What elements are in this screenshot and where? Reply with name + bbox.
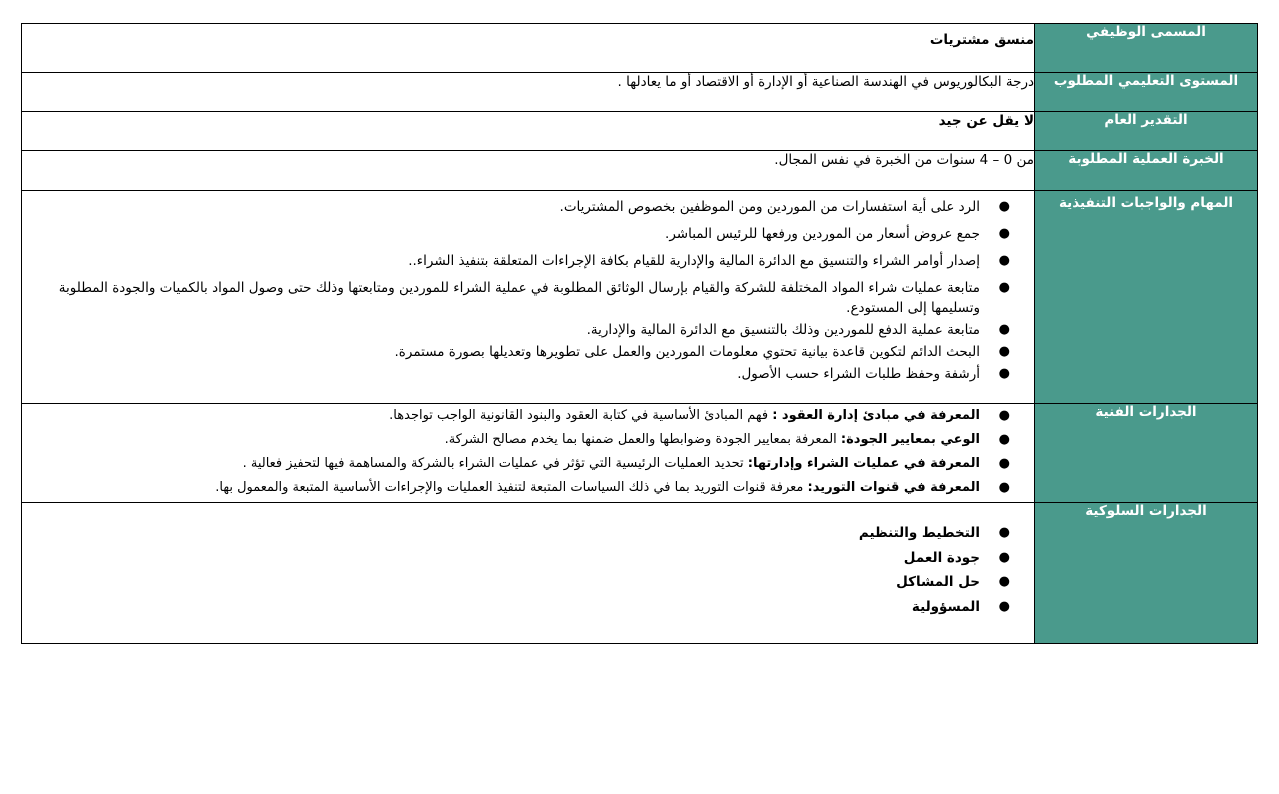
bullet-icon: ● (998, 525, 1010, 540)
competency-title: المعرفة في عمليات الشراء وإدارتها: (747, 456, 980, 471)
list-item (22, 320, 1010, 340)
bullet-icon: ● (998, 366, 1010, 381)
bullet-icon: ● (998, 322, 1010, 337)
label-general-grade: التقدير العام (1035, 112, 1258, 151)
list-item (22, 224, 1010, 244)
bullet-icon: ● (998, 408, 1010, 423)
value-education: درجة البكالوريوس في الهندسة الصناعية أو الإدارة أو الاقتصاد أو ما يعادلها . (22, 73, 1035, 112)
behavior-text: حل المشاكل (896, 574, 980, 590)
row-technical-competencies (22, 404, 1258, 503)
list-item (22, 595, 1010, 620)
behavior-text: المسؤولية (911, 598, 980, 615)
value-general-grade: لا يقل عن جيد (22, 112, 1035, 151)
bullet-icon: ● (998, 432, 1010, 447)
row-job-title (22, 24, 1258, 73)
bullet-icon: ● (998, 226, 1010, 241)
bullet-icon: ● (998, 480, 1010, 495)
list-item (22, 452, 1010, 476)
label-technical-competencies: الجدارات الفنية (1035, 404, 1258, 503)
list-item (22, 404, 1010, 428)
bullet-icon: ● (998, 280, 1010, 295)
value-experience: من 0 – 4 سنوات من الخبرة في نفس المجال. (22, 151, 1035, 191)
row-general-grade (22, 112, 1258, 151)
task-text: البحث الدائم لتكوين قاعدة بيانية تحتوي معلومات الموردين والعمل على تطويرها وتعديلها بصورة مستمرة. (394, 344, 980, 360)
value-tasks (22, 191, 1035, 404)
competency-title: المعرفة في مبادئ إدارة العقود : (772, 408, 980, 423)
list-item (22, 570, 1010, 595)
value-job-title: منسق مشتريات (22, 24, 1035, 73)
task-text: متابعة عملية الدفع للموردين وذلك بالتنسيق مع الدائرة المالية والإدارية. (586, 322, 980, 338)
task-text: أرشفة وحفظ طلبات الشراء حسب الأصول. (737, 366, 980, 382)
row-experience (22, 151, 1258, 191)
list-item (22, 476, 1010, 500)
value-behavioral-competencies (22, 503, 1035, 644)
row-education (22, 73, 1258, 112)
label-behavioral-competencies: الجدارات السلوكية (1035, 503, 1258, 644)
behavior-text: التخطيط والتنظيم (858, 525, 980, 541)
bullet-icon: ● (998, 344, 1010, 359)
row-tasks (22, 191, 1258, 404)
list-item (22, 342, 1010, 362)
competency-text: معرفة قنوات التوريد بما في ذلك السياسات المتبعة لتنفيذ العمليات والإجراءات الأساسية المتبعة والمعمول بها. (215, 480, 808, 495)
list-item (22, 278, 1010, 318)
list-item (22, 428, 1010, 452)
row-behavioral-competencies (22, 503, 1258, 644)
label-experience: الخبرة العملية المطلوبة (1035, 151, 1258, 191)
bullet-icon: ● (998, 598, 1010, 614)
task-text: جمع عروض أسعار من الموردين ورفعها للرئيس المباشر. (665, 226, 980, 242)
task-text: الرد على أية استفسارات من الموردين ومن الموظفين بخصوص المشتريات. (559, 199, 980, 215)
job-description-table (21, 23, 1258, 644)
label-education: المستوى التعليمي المطلوب (1035, 73, 1258, 112)
competency-text: المعرفة بمعايير الجودة وضوابطها والعمل ضمنها بما يخدم مصالح الشركة. (444, 432, 841, 447)
competency-text: فهم المبادئ الأساسية في كتابة العقود والبنود القانونية الواجب تواجدها. (389, 408, 773, 423)
bullet-icon: ● (998, 549, 1010, 565)
task-text: إصدار أوامر الشراء والتنسيق مع الدائرة المالية والإدارية للقيام بكافة الإجراءات المتعلقة بتنفيذ الشراء.. (408, 253, 980, 269)
bullet-icon: ● (998, 456, 1010, 471)
list-item (22, 251, 1010, 271)
list-item (22, 546, 1010, 571)
list-item (22, 364, 1010, 384)
behavior-text: جودة العمل (903, 549, 980, 566)
label-tasks: المهام والواجبات التنفيذية (1035, 191, 1258, 404)
list-item (22, 197, 1010, 217)
competency-text: تحديد العمليات الرئيسية التي تؤثر في عمليات الشراء بالشركة والمساهمة فيها لتحفيز فعالية . (242, 456, 748, 471)
list-item (22, 521, 1010, 546)
competency-title: الوعي بمعايير الجودة: (840, 432, 980, 447)
label-job-title: المسمى الوظيفي (1035, 24, 1258, 73)
behavioral-list (22, 503, 1034, 619)
competency-title: المعرفة في قنوات التوريد: (807, 480, 980, 495)
tasks-list (22, 195, 1034, 384)
bullet-icon: ● (998, 253, 1010, 268)
bullet-icon: ● (998, 574, 1010, 589)
bullet-icon: ● (998, 199, 1010, 214)
technical-list (22, 404, 1034, 500)
task-text: متابعة عمليات شراء المواد المختلفة للشركة والقيام بإرسال الوثائق المطلوبة في عملية الشراء للموردين ومتابعتها وذلك حتى وصول المواد بالكميات والجودة المطلوبة وتسليمها إلى المستودع. (58, 280, 980, 316)
value-technical-competencies (22, 404, 1035, 503)
